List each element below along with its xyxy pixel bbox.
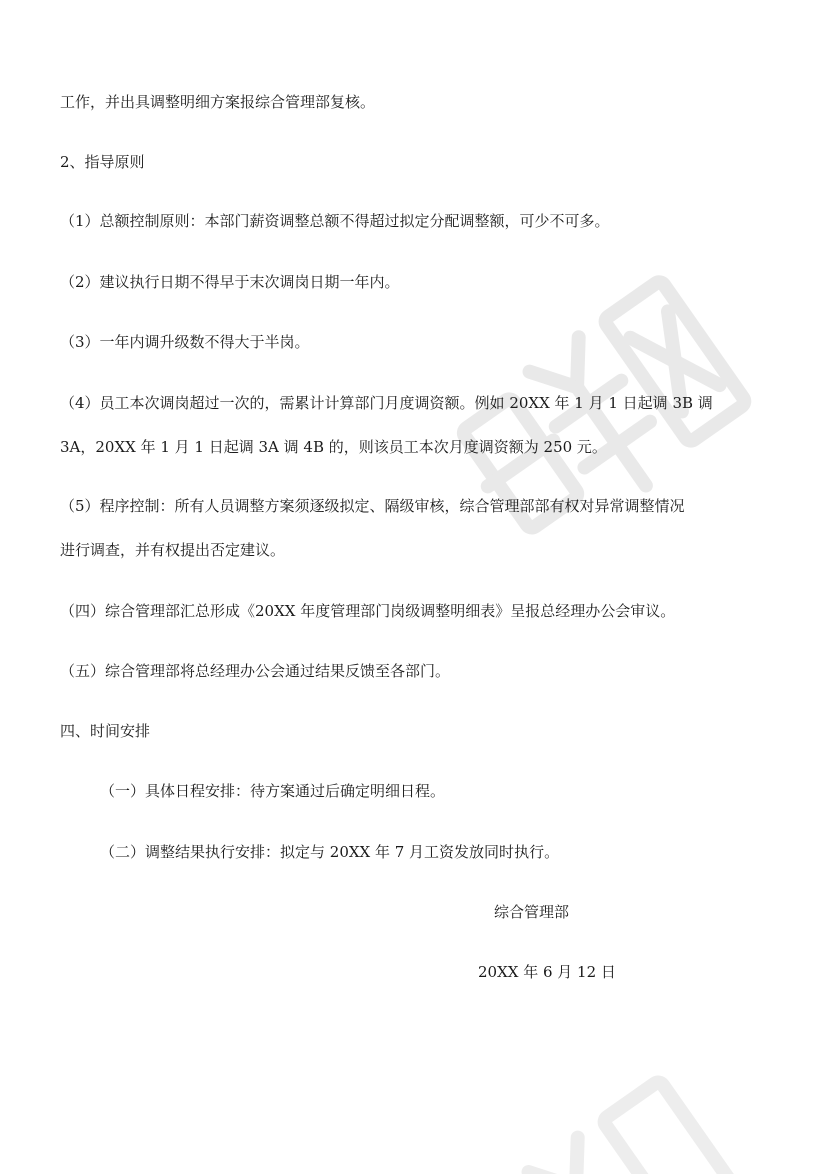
signature-department: 综合管理部 [494,903,570,921]
principle-procedure-control-cont: 进行调查，并有权提出否定建议。 [60,541,286,559]
principle-procedure-control: （5）程序控制：所有人员调整方案须逐级拟定、隔级审核，综合管理部部有权对异常调整情况 [60,497,685,515]
schedule-item-two: （二）调整结果执行安排：拟定与 20XX 年 7 月工资发放同时执行。 [100,843,560,861]
heading-guiding-principles: 2、指导原则 [60,153,145,171]
principle-upgrade-limit: （3）一年内调升级数不得大于半岗。 [60,333,310,351]
watermark-logo [410,230,790,610]
principle-execution-date: （2）建议执行日期不得早于末次调岗日期一年内。 [60,273,400,291]
paragraph-intro-continuation: 工作，并出具调整明细方案报综合管理部复核。 [60,93,376,111]
principle-multiple-adjustment-cont: 3A，20XX 年 1 月 1 日起调 3A 调 4B 的，则该员工本次月度调资额为 250 元。 [60,438,607,456]
step-five-feedback: （五）综合管理部将总经理办公会通过结果反馈至各部门。 [60,662,451,680]
schedule-item-one: （一）具体日程安排：待方案通过后确定明细日程。 [100,782,446,800]
signature-date: 20XX 年 6 月 12 日 [478,963,616,981]
step-four-summary: （四）综合管理部汇总形成《20XX 年度管理部门岗级调整明细表》呈报总经理办公会审议。 [60,602,676,620]
heading-schedule: 四、时间安排 [60,722,151,740]
watermark-logo-bottom [380,1040,800,1174]
principle-total-control: （1）总额控制原则：本部门薪资调整总额不得超过拟定分配调整额，可少不可多。 [60,212,610,230]
principle-multiple-adjustment: （4）员工本次调岗超过一次的，需累计计算部门月度调资额。例如 20XX 年 1 月 1 日起调 3B 调 [60,394,713,412]
